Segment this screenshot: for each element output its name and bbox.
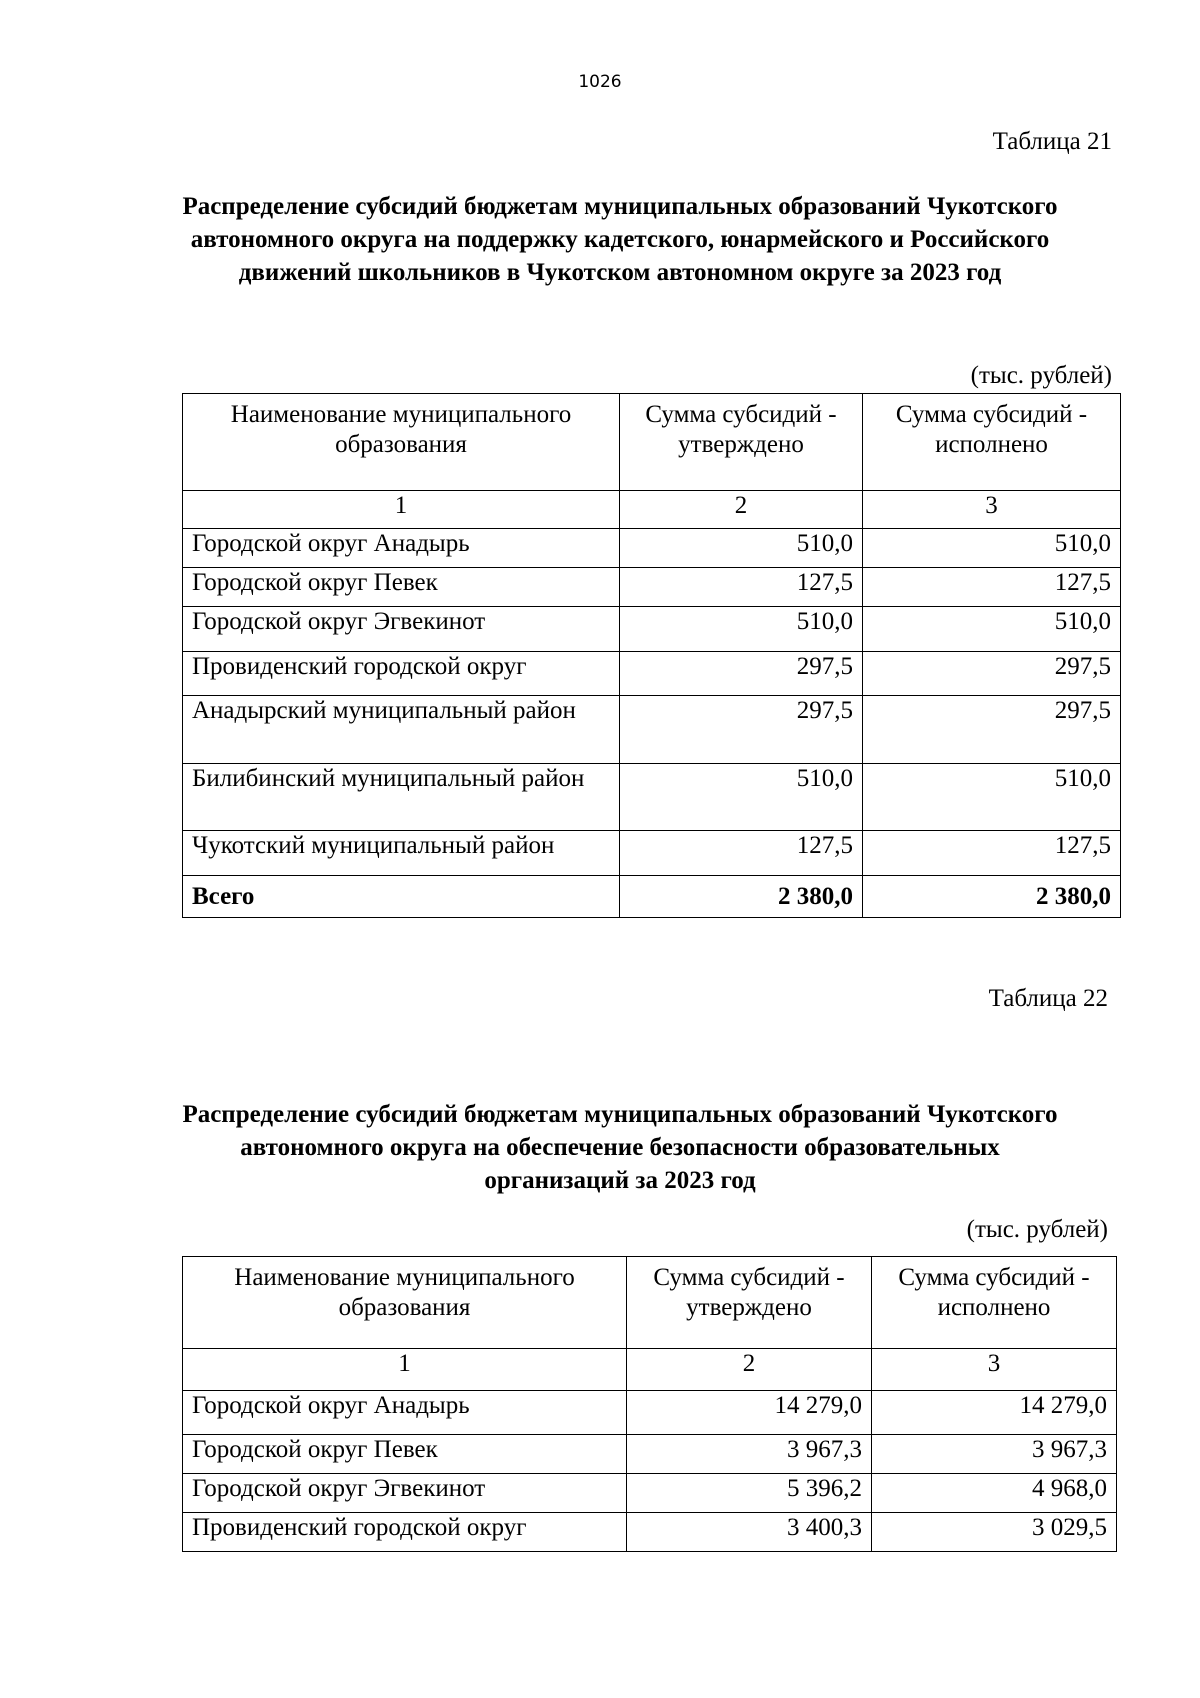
table-header-row (183, 394, 1121, 491)
row-executed: 14 279,0 (872, 1391, 1117, 1435)
table-row (183, 529, 1121, 568)
table-21-units: (тыс. рублей) (970, 362, 1112, 389)
row-executed: 510,0 (863, 529, 1121, 568)
row-approved: 5 396,2 (627, 1474, 872, 1513)
table-22-units: (тыс. рублей) (966, 1216, 1108, 1243)
table-21-title: Распределение субсидий бюджетам муниципальных образований Чукотского автономного округа на поддержку кадетского, юнармейского и Российского движений школьников в Чукотском автономном округе за 2023 год (182, 193, 1058, 286)
table-22-title: Распределение субсидий бюджетам муниципальных образований Чукотского автономного округа на обеспечение безопасности образовательных организаций за 2023 год (182, 1101, 1058, 1194)
table-row (183, 652, 1121, 696)
row-name: Билибинский муниципальный район (183, 764, 620, 831)
row-approved: 510,0 (620, 607, 863, 652)
row-executed: 510,0 (863, 607, 1121, 652)
row-approved: 3 400,3 (627, 1513, 872, 1552)
row-executed: 127,5 (863, 831, 1121, 876)
table-header-row (183, 1257, 1117, 1349)
column-number: 2 (620, 491, 863, 529)
table-row (183, 831, 1121, 876)
row-name: Городской округ Певек (183, 1435, 627, 1474)
row-executed: 3 029,5 (872, 1513, 1117, 1552)
table-total-row (183, 876, 1121, 918)
row-approved: 127,5 (620, 831, 863, 876)
table-21-label: Таблица 21 (992, 128, 1112, 155)
row-approved: 14 279,0 (627, 1391, 872, 1435)
table-22-label: Таблица 22 (988, 985, 1108, 1012)
row-name: Анадырский муниципальный район (183, 696, 620, 764)
header-approved: Сумма субсидий - утверждено (620, 394, 863, 491)
row-name: Городской округ Певек (183, 568, 620, 607)
row-approved: 510,0 (620, 529, 863, 568)
row-approved: 297,5 (620, 696, 863, 764)
header-executed: Сумма субсидий - исполнено (863, 394, 1121, 491)
table-row (183, 1391, 1117, 1435)
row-approved: 127,5 (620, 568, 863, 607)
table-row (183, 1474, 1117, 1513)
table-row (183, 764, 1121, 831)
row-executed: 297,5 (863, 696, 1121, 764)
row-name: Провиденский городской округ (183, 652, 620, 696)
row-executed: 3 967,3 (872, 1435, 1117, 1474)
total-label: Всего (183, 876, 620, 918)
column-number: 3 (872, 1349, 1117, 1391)
header-executed: Сумма субсидий - исполнено (872, 1257, 1117, 1349)
column-number: 3 (863, 491, 1121, 529)
column-number: 1 (183, 491, 620, 529)
row-approved: 3 967,3 (627, 1435, 872, 1474)
row-name: Городской округ Анадырь (183, 529, 620, 568)
row-executed: 127,5 (863, 568, 1121, 607)
column-number-row (183, 1349, 1117, 1391)
row-name: Чукотский муниципальный район (183, 831, 620, 876)
header-name: Наименование муниципального образования (183, 1257, 627, 1349)
table-row (183, 568, 1121, 607)
row-approved: 297,5 (620, 652, 863, 696)
column-number: 1 (183, 1349, 627, 1391)
total-executed: 2 380,0 (863, 876, 1121, 918)
table-21 (182, 393, 1121, 918)
total-approved: 2 380,0 (620, 876, 863, 918)
row-executed: 297,5 (863, 652, 1121, 696)
table-row (183, 607, 1121, 652)
row-executed: 510,0 (863, 764, 1121, 831)
column-number: 2 (627, 1349, 872, 1391)
header-name: Наименование муниципального образования (183, 394, 620, 491)
row-name: Городской округ Эгвекинот (183, 607, 620, 652)
row-name: Городской округ Эгвекинот (183, 1474, 627, 1513)
row-approved: 510,0 (620, 764, 863, 831)
row-name: Городской округ Анадырь (183, 1391, 627, 1435)
row-name: Провиденский городской округ (183, 1513, 627, 1552)
table-row (183, 696, 1121, 764)
table-row (183, 1513, 1117, 1552)
page-number: 1026 (578, 72, 622, 92)
row-executed: 4 968,0 (872, 1474, 1117, 1513)
table-row (183, 1435, 1117, 1474)
column-number-row (183, 491, 1121, 529)
header-approved: Сумма субсидий - утверждено (627, 1257, 872, 1349)
table-22 (182, 1256, 1117, 1552)
